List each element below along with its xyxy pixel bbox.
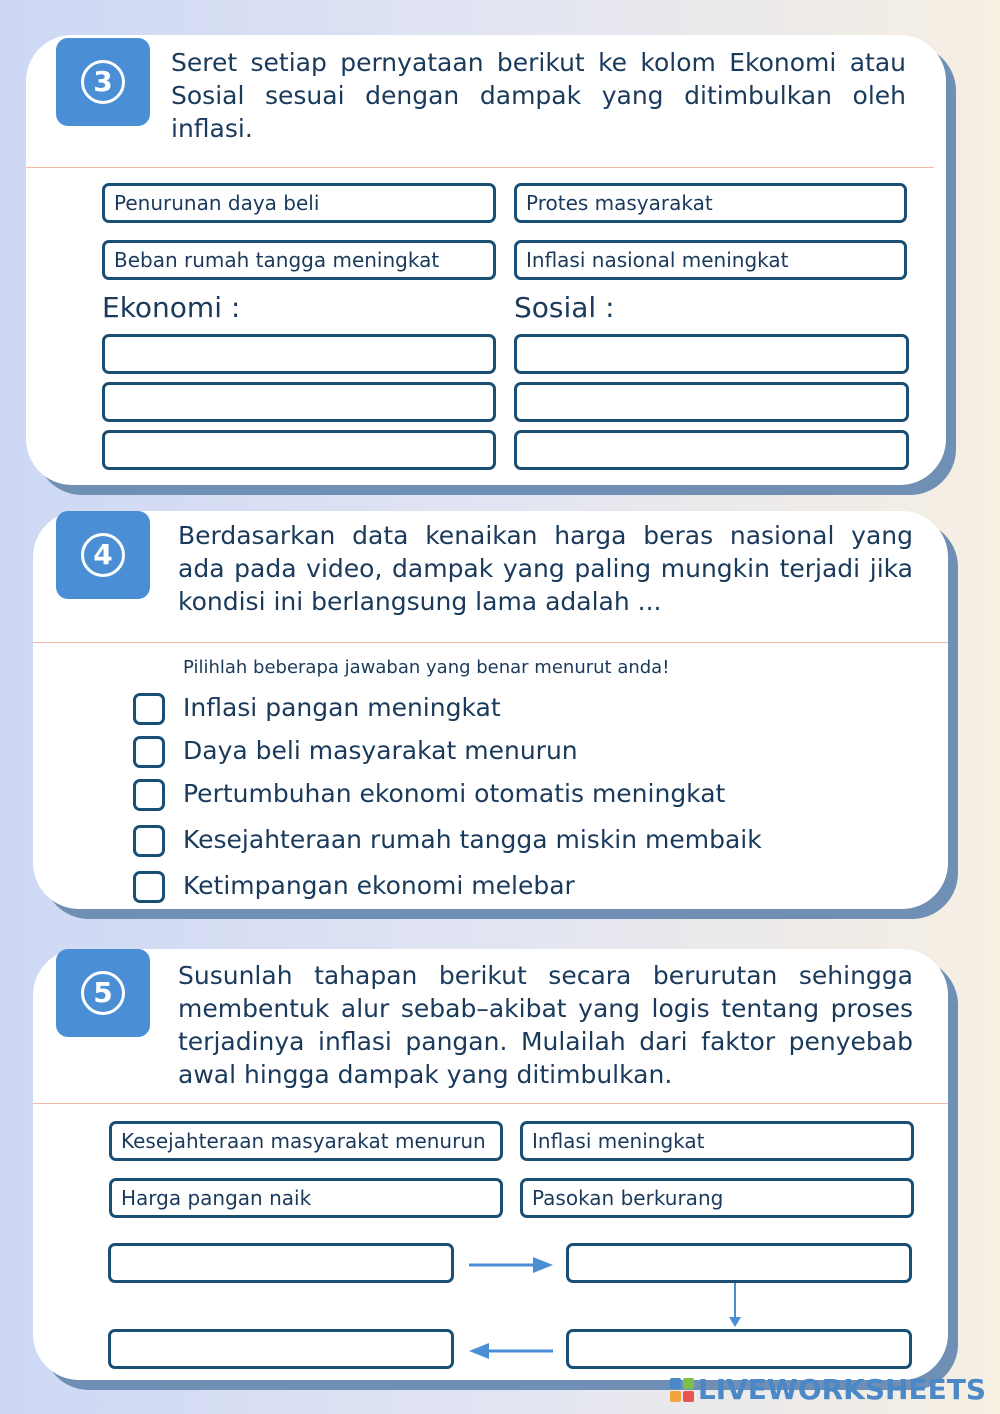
statement-chip[interactable]: Penurunan daya beli [102, 183, 496, 223]
sequence-slot-2[interactable] [566, 1243, 912, 1283]
economic-drop-slot[interactable] [102, 382, 496, 422]
question-number-badge [56, 511, 150, 599]
arrow-right-icon [469, 1253, 555, 1277]
logo-square [683, 1378, 694, 1389]
option-label: Daya beli masyarakat menurun [183, 736, 578, 765]
question-number: 4 [81, 533, 125, 577]
statement-chip[interactable]: Protes masyarakat [514, 183, 907, 223]
option-checkbox[interactable] [133, 825, 165, 857]
liveworksheets-logo-icon [670, 1378, 694, 1402]
option-row[interactable] [133, 777, 833, 813]
logo-square [683, 1391, 694, 1402]
statement-chip[interactable]: Beban rumah tangga meningkat [102, 240, 496, 280]
option-label: Kesejahteraan rumah tangga miskin membaik [183, 825, 762, 854]
question-number-badge [56, 38, 150, 126]
liveworksheets-watermark [670, 1373, 986, 1406]
question-number-badge [56, 949, 150, 1037]
option-checkbox[interactable] [133, 736, 165, 768]
social-drop-slot[interactable] [514, 382, 909, 422]
arrow-down-icon [725, 1283, 745, 1329]
option-checkbox[interactable] [133, 693, 165, 725]
question-5-card [33, 949, 948, 1380]
logo-square [670, 1378, 681, 1389]
divider [26, 167, 934, 168]
social-column-label: Sosial : [514, 291, 615, 324]
economic-column-label: Ekonomi : [102, 291, 241, 324]
social-drop-slot[interactable] [514, 430, 909, 470]
arrow-left-icon [467, 1339, 553, 1363]
statement-chip[interactable]: Inflasi nasional meningkat [514, 240, 907, 280]
logo-square [670, 1391, 681, 1402]
economic-drop-slot[interactable] [102, 334, 496, 374]
sequence-slot-3[interactable] [566, 1329, 912, 1369]
option-label: Ketimpangan ekonomi melebar [183, 871, 575, 900]
question-prompt: Seret setiap pernyataan berikut ke kolom Ekonomi atau Sosial sesuai dengan dampak yang ditimbulkan oleh inflasi. [171, 48, 906, 143]
step-chip[interactable]: Pasokan berkurang [520, 1178, 914, 1218]
divider [33, 642, 948, 643]
option-row[interactable] [133, 734, 833, 770]
option-label: Inflasi pangan meningkat [183, 693, 501, 722]
question-4-card [33, 511, 948, 909]
question-prompt: Susunlah tahapan berikut secara berurutan sehingga membentuk alur sebab–akibat yang logis tentang proses terjadinya inflasi pangan. Mulailah dari faktor penyebab awal hingga dampak yang ditimbulkan. [178, 961, 913, 1089]
step-chip[interactable]: Kesejahteraan masyarakat menurun [109, 1121, 503, 1161]
question-prompt: Berdasarkan data kenaikan harga beras nasional yang ada pada video, dampak yang paling mungkin terjadi jika kondisi ini berlangsung lama adalah ... [178, 521, 913, 616]
option-row[interactable] [133, 869, 833, 905]
social-drop-slot[interactable] [514, 334, 909, 374]
step-chip[interactable]: Inflasi meningkat [520, 1121, 914, 1161]
option-row[interactable] [133, 691, 833, 727]
option-checkbox[interactable] [133, 871, 165, 903]
question-number: 3 [81, 60, 125, 104]
instruction-text: Pilihlah beberapa jawaban yang benar menurut anda! [183, 657, 670, 678]
sequence-slot-4[interactable] [108, 1329, 454, 1369]
option-row[interactable] [133, 823, 833, 859]
question-3-card [26, 35, 946, 485]
divider [33, 1103, 948, 1104]
sequence-slot-1[interactable] [108, 1243, 454, 1283]
question-number: 5 [81, 971, 125, 1015]
option-label: Pertumbuhan ekonomi otomatis meningkat [183, 779, 726, 808]
step-chip[interactable]: Harga pangan naik [109, 1178, 503, 1218]
option-checkbox[interactable] [133, 779, 165, 811]
economic-drop-slot[interactable] [102, 430, 496, 470]
watermark-text: LIVEWORKSHEETS [697, 1373, 986, 1406]
